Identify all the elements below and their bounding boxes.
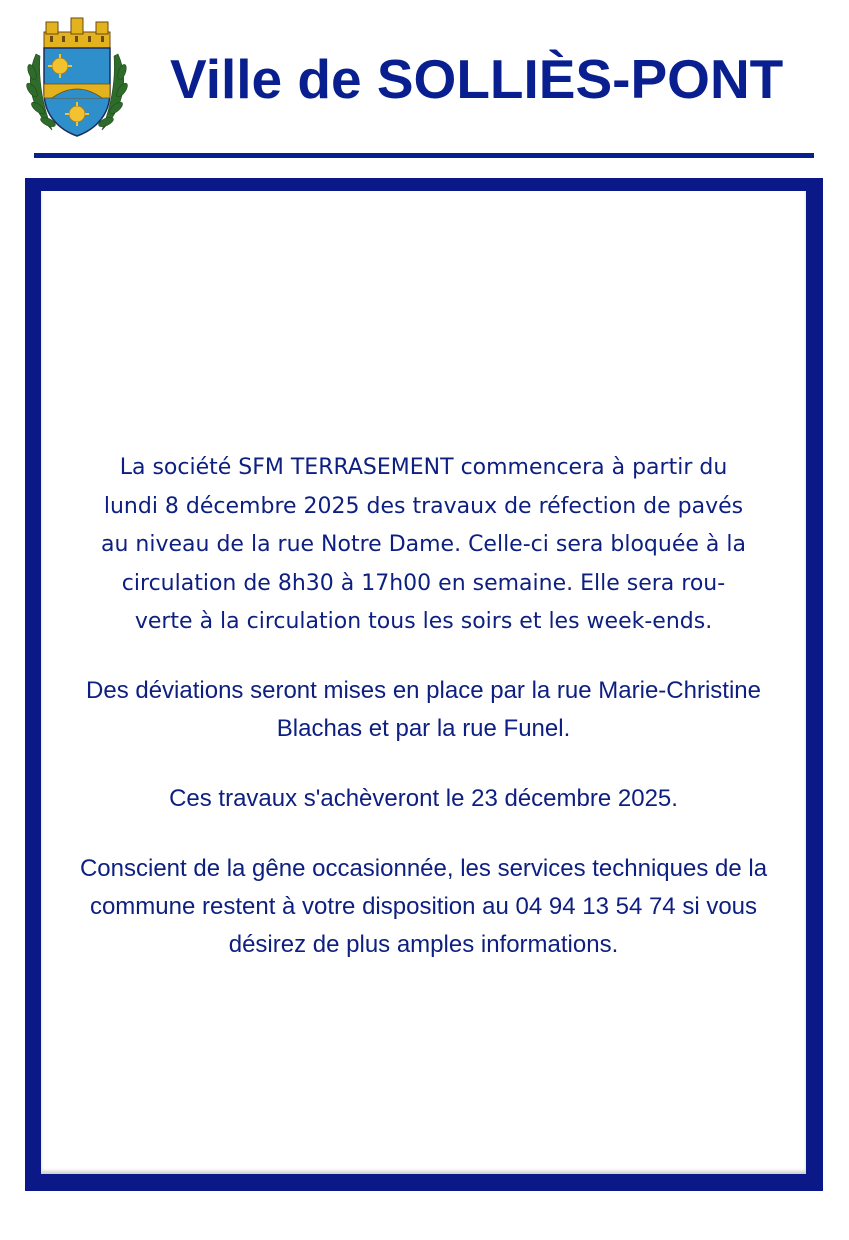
- notice-line: désirez de plus amples informations.: [228, 930, 619, 958]
- coat-of-arms-icon: [22, 14, 132, 144]
- notice-text: [41, 449, 806, 964]
- header-divider: [34, 153, 814, 158]
- notice-frame: [25, 178, 823, 1191]
- notice-line: verte à la circulation tous les soirs et les week-ends.: [134, 609, 713, 634]
- notice-paragraph-end-date: Ces travaux s'achèveront le 23 décembre 2025.: [169, 784, 678, 812]
- notice-line: circulation de 8h30 à 17h00 en semaine. Elle sera rou-: [121, 570, 726, 596]
- notice-line: Conscient de la gêne occasionnée, les services techniques de la: [79, 854, 768, 882]
- notice-paragraph-contact: [41, 850, 806, 964]
- notice-paragraph-detours: [41, 672, 806, 748]
- notice-line: commune restent à votre disposition au 04 94 13 54 74 si vous: [89, 892, 758, 920]
- notice-line: Blachas et par la rue Funel.: [276, 714, 571, 742]
- notice-paragraph-works: [41, 449, 806, 642]
- notice-line: au niveau de la rue Notre Dame. Celle-ci sera bloquée à la: [101, 532, 746, 557]
- page-title: Ville de SOLLIÈS-PONT: [170, 48, 784, 110]
- notice-line: La société SFM TERRASEMENT commencera à partir du: [119, 455, 728, 480]
- notice-line: lundi 8 décembre 2025 des travaux de réfection de pavés: [103, 493, 744, 519]
- notice-panel: [41, 191, 806, 1174]
- notice-line: Des déviations seront mises en place par la rue Marie-Christine: [86, 676, 761, 704]
